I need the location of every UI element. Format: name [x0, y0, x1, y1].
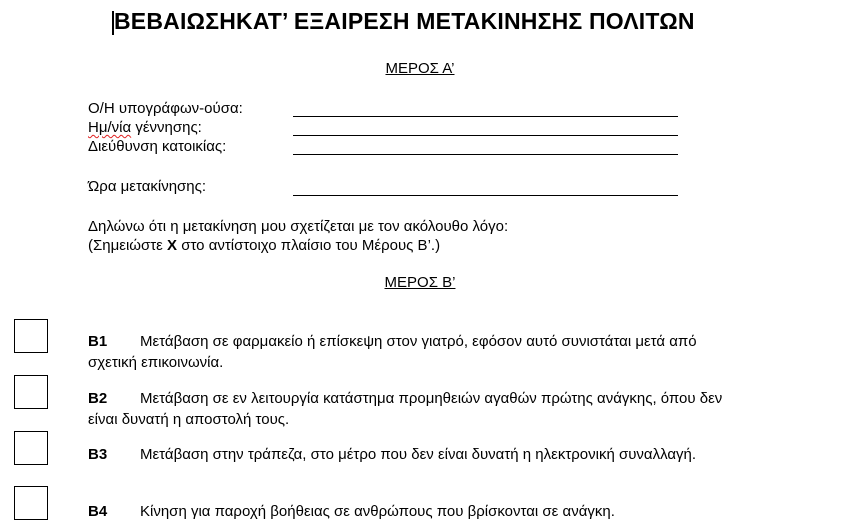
field-label-birthdate-suffix: γέννησης:	[131, 119, 202, 136]
option-text-b1: Μετάβαση σε φαρμακείο ή επίσκεψη στον γιατρό, εφόσον αυτό συνιστάται μετά από σχετική επικοινωνία.	[88, 333, 697, 371]
document-title: ΒΕΒΑΙΩΣΗΚΑΤ’ ΕΞΑΙΡΕΣΗ ΜΕΤΑΚΙΝΗΣΗΣ ΠΟΛΙΤΩΝ	[114, 8, 695, 34]
field-label-address: Διεύθυνση κατοικίας:	[88, 138, 227, 155]
declaration-line-2-post: στο αντίστοιχο πλαίσιο του Μέρους Β’.)	[177, 237, 441, 254]
option-b1	[88, 331, 748, 373]
option-code-b2: Β2	[88, 390, 108, 407]
checkbox-b1[interactable]	[14, 319, 48, 353]
option-text-b2: Μετάβαση σε εν λειτουργία κατάστημα προμηθειών αγαθών πρώτης ανάγκης, όπου δεν είναι δυνατή η αποστολή τους.	[88, 390, 723, 428]
field-label-time: Ώρα μετακίνησης:	[88, 178, 207, 195]
field-line-address[interactable]	[293, 154, 678, 155]
field-label-signatory: Ο/Η υπογράφων-ούσα:	[88, 100, 243, 117]
declaration-mark: Χ	[167, 237, 178, 254]
part-a-heading: ΜΕΡΟΣ Α’	[385, 60, 455, 77]
field-line-birthdate[interactable]	[293, 135, 678, 136]
option-b3	[88, 444, 748, 465]
option-b2	[88, 388, 748, 430]
declaration-line-2	[88, 237, 440, 254]
option-text-b3: Μετάβαση στην τράπεζα, στο μέτρο που δεν είναι δυνατή η ηλεκτρονική συναλλαγή.	[140, 446, 697, 463]
field-label-birthdate	[88, 119, 202, 136]
checkbox-b2[interactable]	[14, 375, 48, 409]
option-code-b1: Β1	[88, 333, 108, 350]
field-line-time[interactable]	[293, 195, 678, 196]
checkbox-b4[interactable]	[14, 486, 48, 520]
checkbox-b3[interactable]	[14, 431, 48, 465]
option-code-b4: Β4	[88, 503, 108, 520]
field-line-signatory[interactable]	[293, 116, 678, 117]
declaration-line-1: Δηλώνω ότι η μετακίνηση μου σχετίζεται με τον ακόλουθο λόγο:	[88, 218, 509, 235]
option-code-b3: Β3	[88, 446, 108, 463]
option-text-b4: Κίνηση για παροχή βοήθειας σε ανθρώπους που βρίσκονται σε ανάγκη.	[140, 503, 615, 520]
option-b4	[88, 501, 748, 522]
field-label-birthdate-prefix: Ημ/νία	[88, 119, 132, 136]
part-b-heading: ΜΕΡΟΣ Β’	[384, 274, 456, 291]
declaration-line-2-pre: (Σημειώστε	[88, 237, 168, 254]
